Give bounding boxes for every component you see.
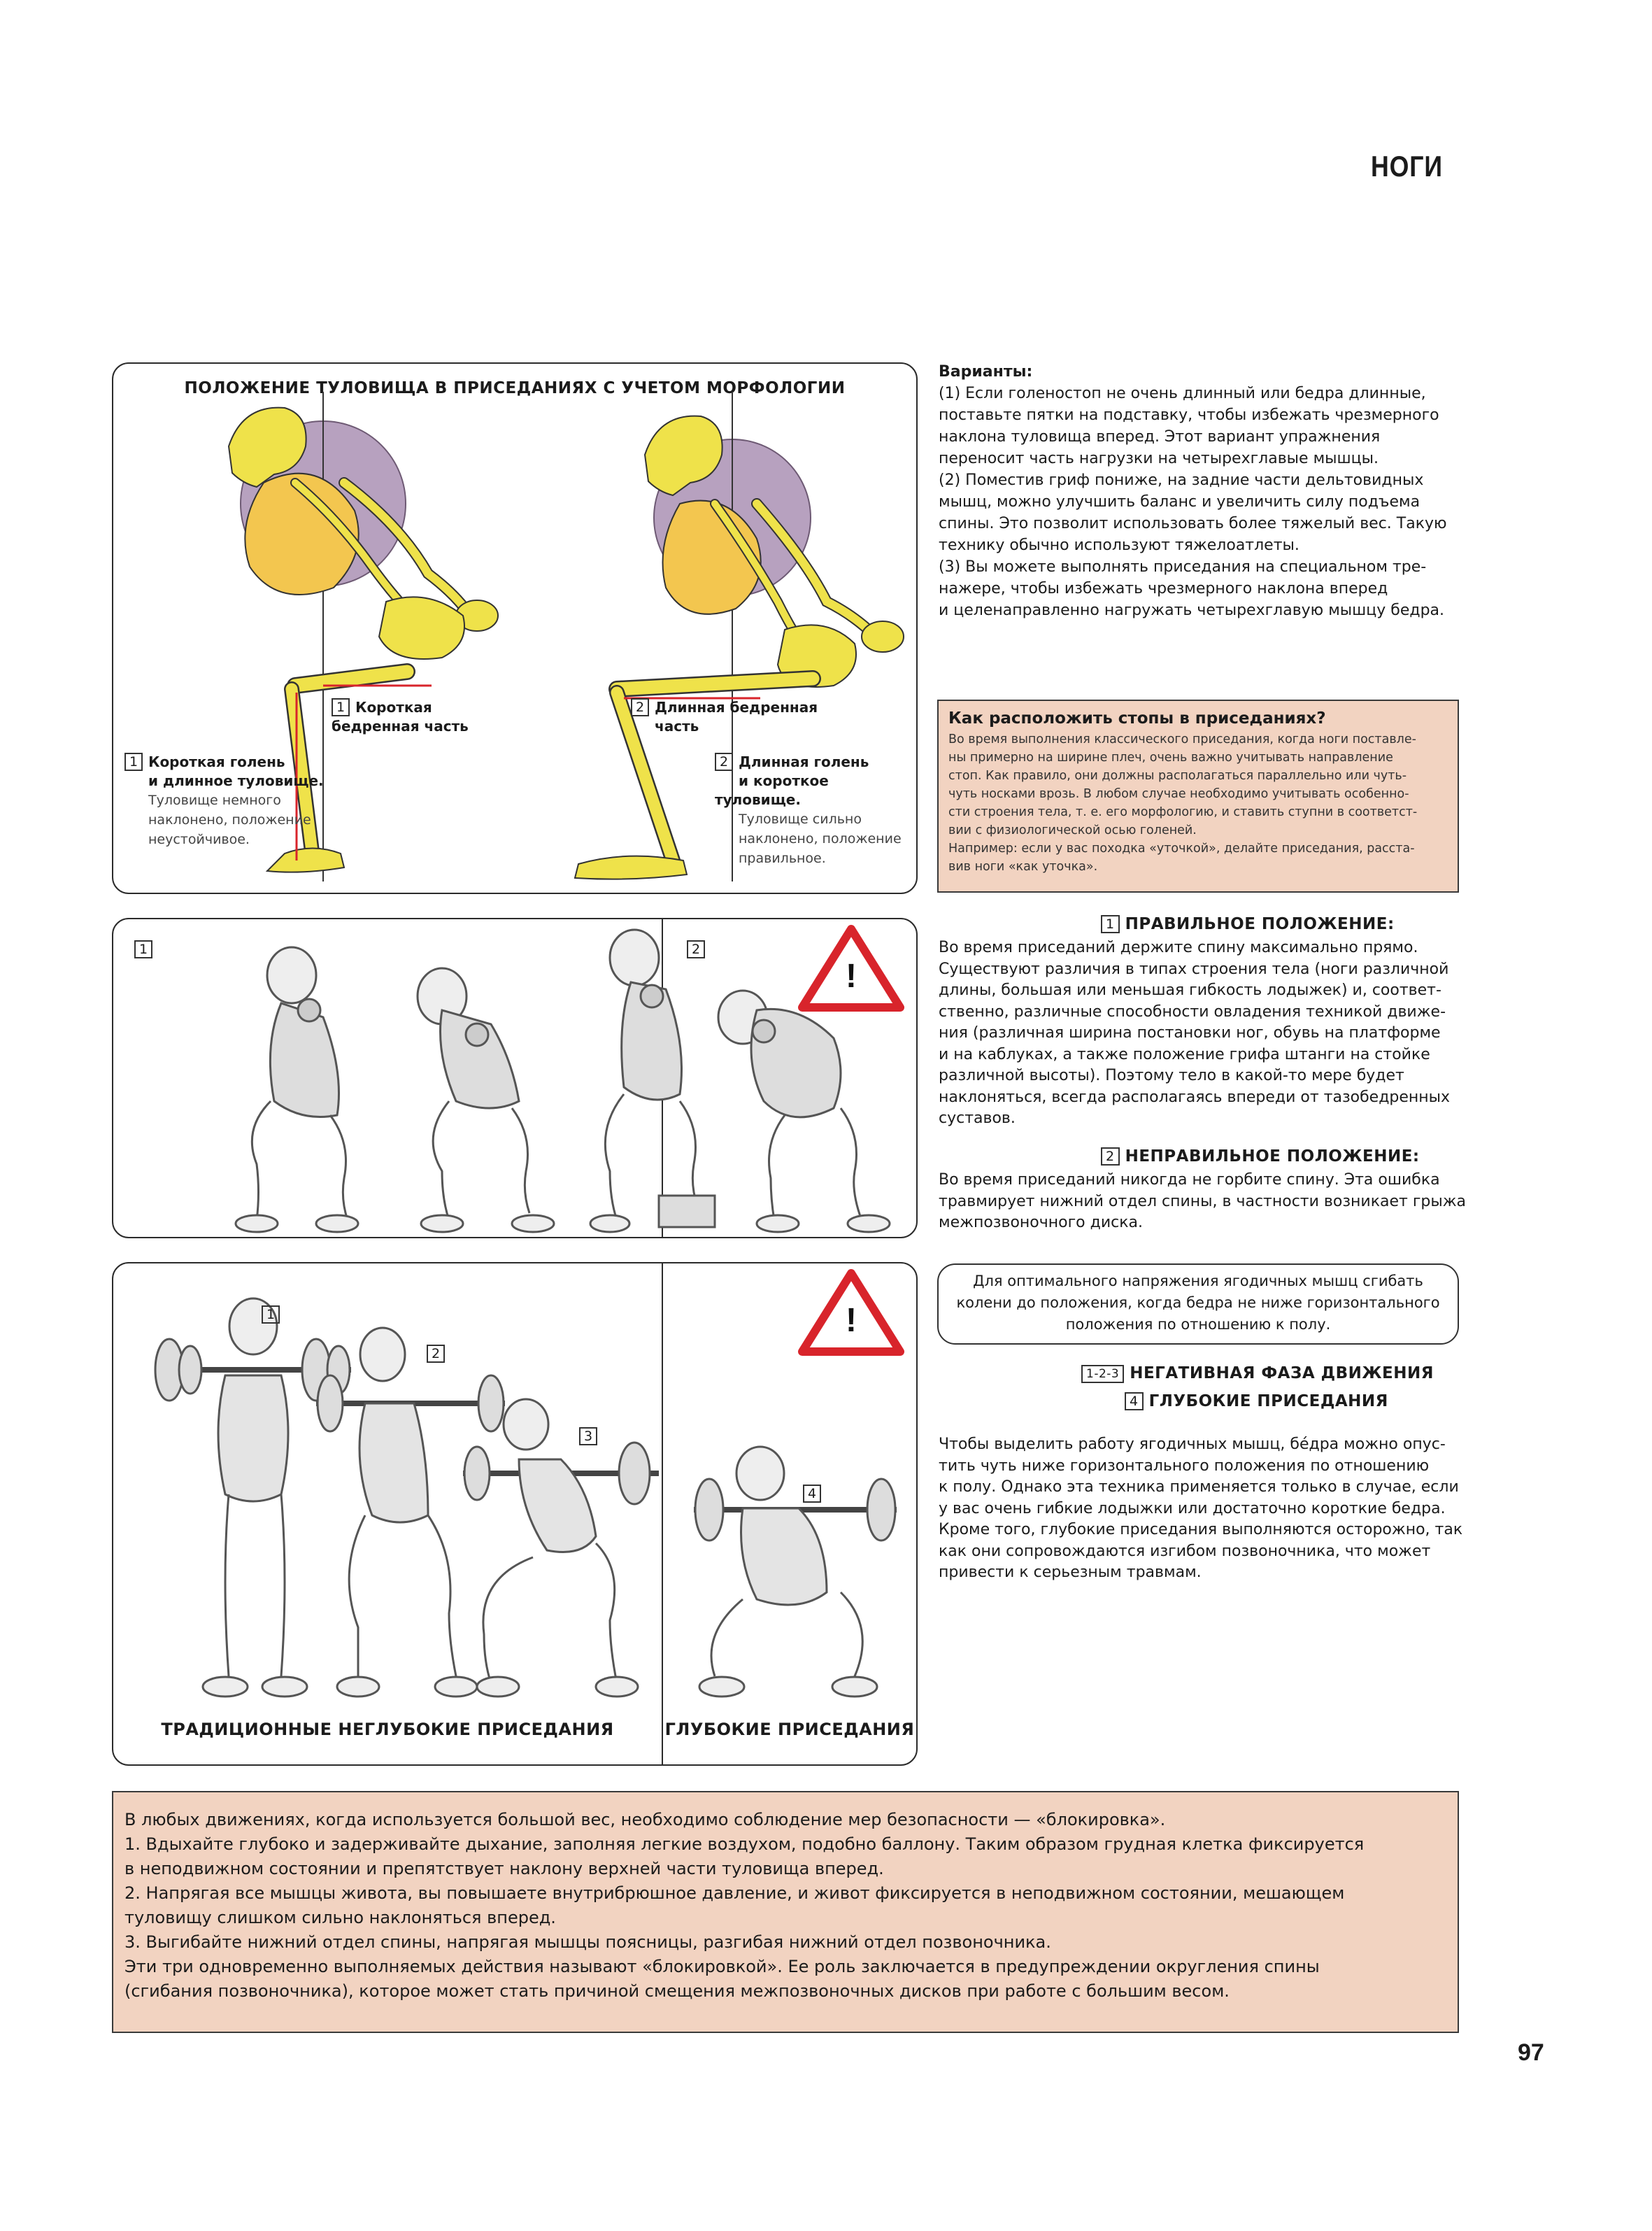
squat-figures: [113, 919, 916, 1237]
morphology-panel: [112, 362, 918, 894]
glute-note: Для оптимального напряжения ягодичных мышц сгибать колени до положения, когда бедра не ниже горизонтального положения по отношению к полу.: [937, 1263, 1459, 1345]
variants-title: Варианты:: [939, 363, 1033, 381]
label-1: 1: [134, 940, 152, 958]
figure-sketch-2: [418, 968, 554, 1232]
caption-shallow-squats: ТРАДИЦИОННЫЕ НЕГЛУБОКИЕ ПРИСЕДАНИЯ: [161, 1720, 614, 1739]
barbell-figure-1: [155, 1298, 351, 1697]
figure-sketch-bad: [718, 991, 890, 1232]
incorrect-heading: 2 НЕПРАВИЛЬНОЕ ПОЛОЖЕНИЕ:: [1101, 1147, 1420, 1166]
variants-text: Варианты: (1) Если голеностоп не очень длинный или бедра длинные, поставьте пятки на подставку, чтобы избежать чрезмерного наклона туловища вперед. Этот вариант упражнения переносит часть нагрузки на четырехглавые мышцы. (2) Поместив гриф пониже, на задние части дельтовидных мышц, можно улучшить баланс и увеличить силу подъема спины. Это позволит использовать более тяжелый вес. Такую технику обычно используют тяжелоатлеты. (3) Вы можете выполнять приседания на специальном тре- нажере, чтобы избежать чрезмерного наклона вперед и целенаправленно нагружать четырехглавую мышцу бедра.: [939, 363, 1447, 619]
barbell-figure-4: [694, 1447, 897, 1697]
squat-posture-panel: [112, 918, 918, 1238]
label-2: 2: [427, 1345, 445, 1363]
phase-heading: 1-2-3 НЕГАТИВНАЯ ФАЗА ДВИЖЕНИЯ: [1081, 1364, 1434, 1383]
label-1: 1: [262, 1305, 280, 1324]
correct-text: Во время приседаний держите спину максимально прямо. Существуют различия в типах строения тела (ноги различной длины, большая или меньшая гибкость лодыжек) и, соответ- ственно, различные способности овладения техникой движе- ния (различная ширина постановки ног, обувь на платформе и на каблуках, а также положение грифа штанги на стойке различной высоты). Поэтому тело в какой-то мере будет наклоняться, всегда располагаясь впереди от тазобедренных суставов.: [939, 939, 1451, 1127]
safety-box: В любых движениях, когда используется большой вес, необходимо соблюдение мер безопасности — «блокировка». 1. Вдыхайте глубоко и задерживайте дыхание, заполняя легкие воздухом, подобно баллону. Таким образом грудная клетка фиксируется в неподвижном состоянии и препятствует наклону верхней части туловища вперед. 2. Напрягая все мышцы живота, вы повышаете внутрибрюшное давление, и живот фиксируется в неподвижном состоянии, мешающем туловищу слишком сильно наклоняться вперед. 3. Выгибайте нижний отдел спины, напрягая мышцы поясницы, разгибая нижний отдел позвоночника. Эти три одновременно выполняемых действия называют «блокировкой». Ее роль заключается в предупреждении округления спины (сгибания позвоночника), которое может стать причиной смещения межпозвоночных дисков при работе с большим весом.: [112, 1791, 1459, 2033]
warning-icon-mark: !: [846, 1302, 857, 1339]
page-number: 97: [1518, 2039, 1544, 2066]
caption-left-femur: 1 Короткая бедренная часть: [332, 699, 469, 735]
label-2: 2: [687, 940, 705, 958]
deep-heading: 4 ГЛУБОКИЕ ПРИСЕДАНИЯ: [1125, 1392, 1388, 1410]
barbell-squat-panel: [112, 1262, 918, 1766]
section-title: НОГИ: [1371, 150, 1443, 183]
figure-sketch-1: [236, 947, 358, 1232]
correct-heading: 1 ПРАВИЛЬНОЕ ПОЛОЖЕНИЕ:: [1101, 915, 1395, 933]
feet-box-title: Как расположить стопы в приседаниях?: [948, 709, 1326, 728]
label-1: 1: [332, 698, 350, 716]
morphology-panel-title: ПОЛОЖЕНИЕ ТУЛОВИЩА В ПРИСЕДАНИЯХ С УЧЕТОМ МОРФОЛОГИИ: [184, 379, 846, 397]
label-3: 3: [579, 1427, 597, 1445]
caption-right-tibia: 2 Длинная голень и короткое туловище. Туловище сильно наклонено, положение правильное.: [715, 753, 902, 866]
barbell-figures: [113, 1263, 916, 1764]
caption-left-tibia: 1 Короткая голень и длинное туловище. Туловище немного наклонено, положение неустойчивое.: [124, 753, 324, 849]
warning-icon-mark: !: [846, 958, 857, 995]
incorrect-text: Во время приседаний никогда не горбите спину. Эта ошибка травмирует нижний отдел спины, в частности возникает грыжа межпозвоночного диска.: [939, 1171, 1467, 1231]
barbell-figure-3: [463, 1399, 659, 1697]
deep-text: Чтобы выделить работу ягодичных мышц, бе́дра можно опус- тить чуть ниже горизонтального положения по отношению к полу. Однако эта техника применяется только в случае, если у вас очень гибкие лодыжки или достаточно короткие бедра. Кроме того, глубокие приседания выполняются осторожно, так как они сопровождаются изгибом позвоночника, что может привести к серьезным травмам.: [939, 1436, 1463, 1581]
caption-right-femur: 2 Длинная бедренная часть: [631, 698, 818, 736]
feet-position-box: Как расположить стопы в приседаниях? Во время выполнения классического приседания, когда ноги поставле- ны примерно на ширине плеч, очень важно учитывать направление стоп. Как правило, они должны располагаться параллельно или чуть- чуть носками врозь. В любом случае необходимо учитывать особенно- сти строения тела, т. е. его морфологию, и ставить ступни в соответст- вии с физиологической осью голеней. Например: если у вас походка «уточкой», делайте приседания, расста- вив ноги «как уточка».: [937, 700, 1459, 893]
figure-sketch-3: [590, 930, 715, 1232]
label-4: 4: [803, 1485, 821, 1503]
caption-deep-squats: ГЛУБОКИЕ ПРИСЕДАНИЯ: [664, 1720, 915, 1739]
